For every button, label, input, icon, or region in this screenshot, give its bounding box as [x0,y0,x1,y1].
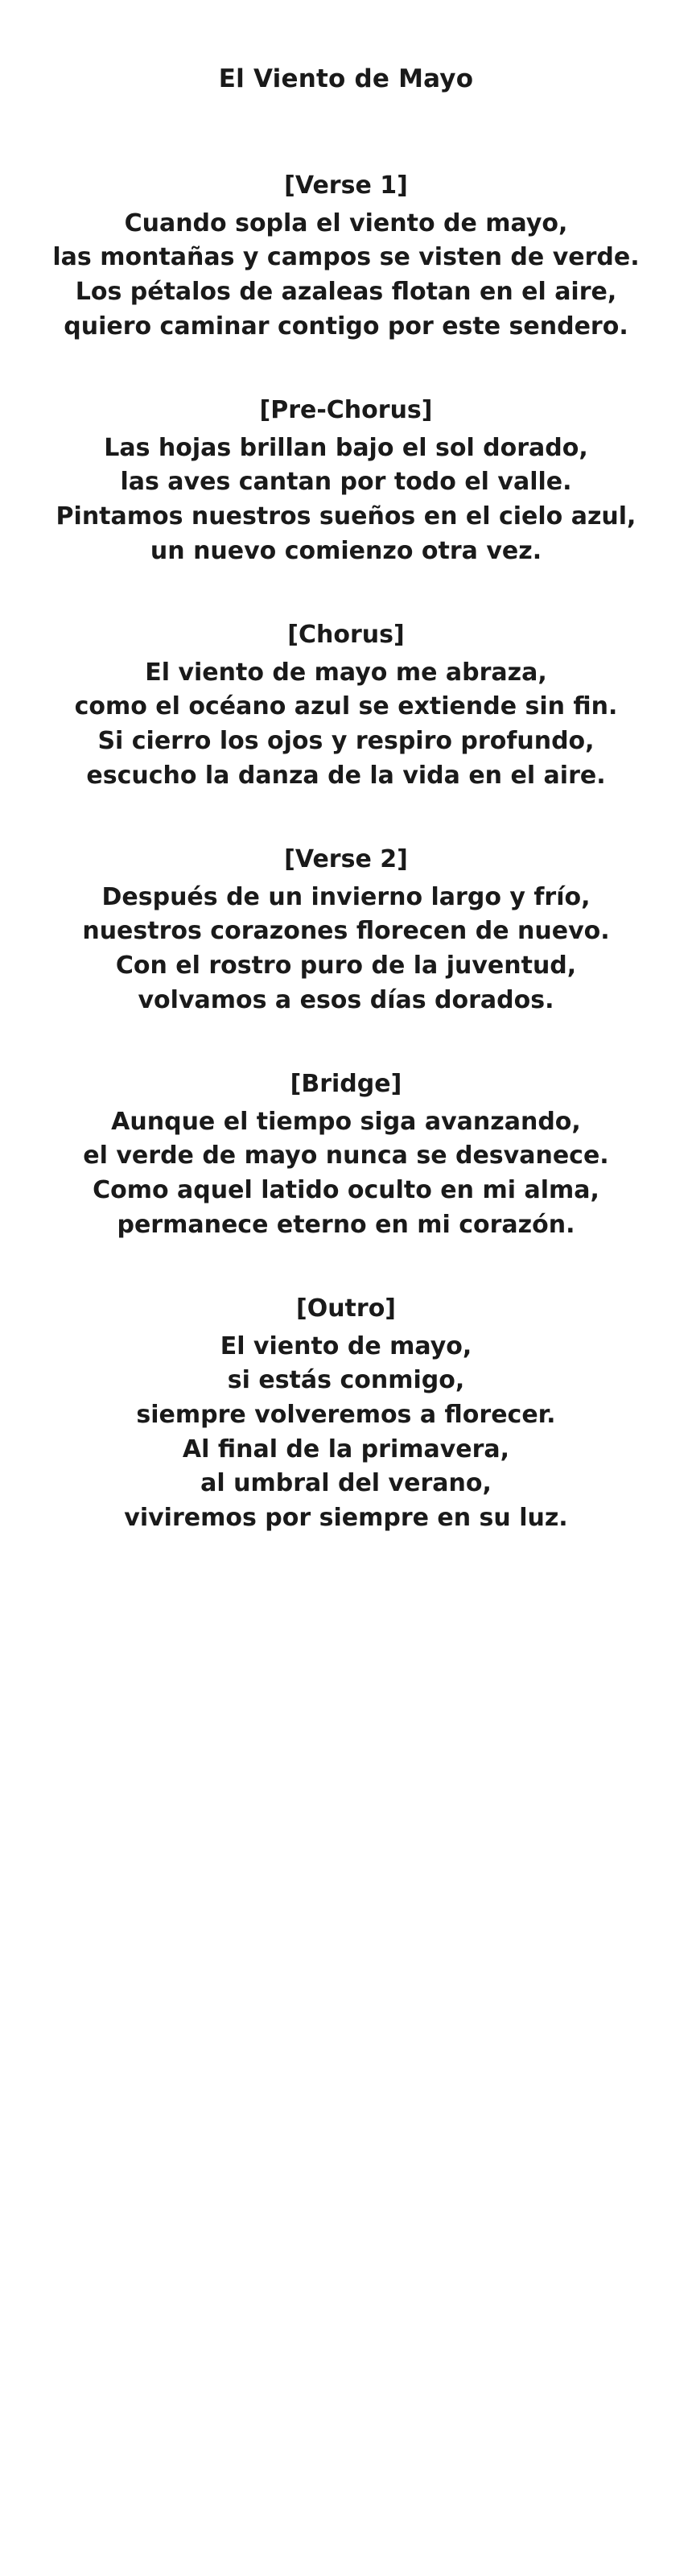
lyric-line: si estás conmigo, [227,1366,465,1395]
lyric-line: el verde de mayo nunca se desvanece. [83,1141,609,1170]
lyric-line: El viento de mayo, [220,1331,472,1360]
lyric-line: siempre volveremos a florecer. [136,1400,556,1429]
lyric-line: al umbral del verano, [200,1469,492,1498]
lyric-line: volvamos a esos días dorados. [138,985,554,1014]
section-label: [Outro] [295,1294,397,1323]
section-label: [Pre-Chorus] [259,396,433,425]
section-label: [Chorus] [287,621,405,650]
lyric-line: Las hojas brillan bajo el sol dorado, [104,433,588,462]
lyric-line: Al final de la primavera, [182,1435,510,1463]
lyrics-body [8,169,684,1535]
lyric-line: El viento de mayo me abraza, [145,658,547,687]
lyric-line: Después de un invierno largo y frío, [101,882,591,911]
lyrics-section [8,1067,684,1242]
lyrics-section [8,1292,684,1535]
lyric-line: Pintamos nuestros sueños en el cielo azul, [56,502,636,531]
lyric-line: Aunque el tiempo siga avanzando, [111,1107,581,1136]
lyric-line: Con el rostro puro de la juventud, [115,951,577,980]
lyric-line: permanece eterno en mi corazón. [117,1210,575,1239]
lyrics-section [8,618,684,793]
lyric-line: Si cierro los ojos y respiro profundo, [97,727,595,756]
lyric-line: como el océano azul se extiende sin fin. [74,692,618,721]
lyric-line: escucho la danza de la vida en el aire. [86,761,606,790]
lyric-line: viviremos por siempre en su luz. [124,1503,568,1532]
page-title: El Viento de Mayo [218,64,474,93]
lyrics-section [8,394,684,568]
lyric-line: nuestros corazones florecen de nuevo. [82,917,610,946]
lyric-line: las aves cantan por todo el valle. [120,468,572,497]
lyric-line: Como aquel latido oculto en mi alma, [93,1175,599,1204]
lyrics-section [8,169,684,344]
section-label: [Verse 1] [284,171,408,200]
section-label: [Verse 2] [284,845,408,874]
lyric-line: las montañas y campos se visten de verde. [52,243,640,272]
lyric-line: Los pétalos de azaleas flotan en el aire, [75,278,617,307]
lyrics-section [8,843,684,1018]
lyric-line: Cuando sopla el viento de mayo, [124,208,568,237]
lyric-line: un nuevo comienzo otra vez. [150,536,542,565]
lyric-line: quiero caminar contigo por este sendero. [64,312,628,341]
section-label: [Bridge] [290,1070,402,1099]
